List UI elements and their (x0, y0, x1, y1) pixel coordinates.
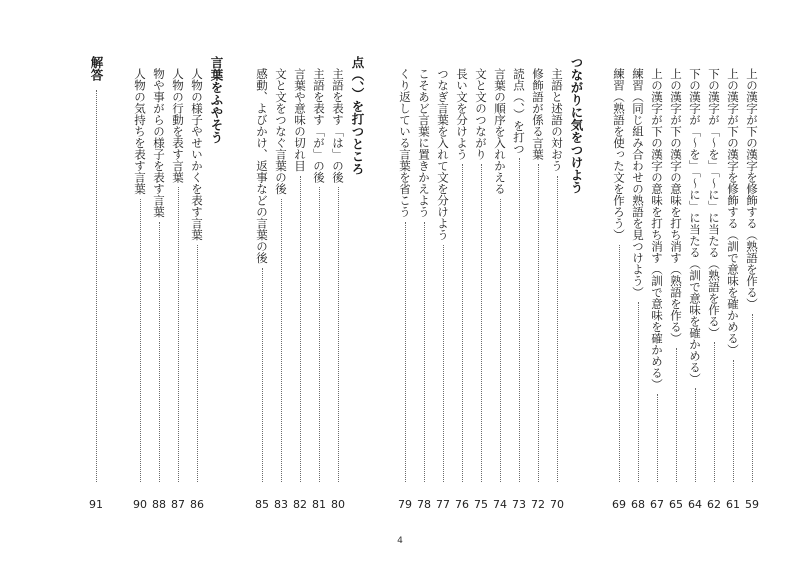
toc-entry[interactable] (686, 68, 704, 488)
toc-entry[interactable] (434, 68, 452, 488)
toc-page-number: 77 (436, 498, 450, 511)
dot-leader (714, 342, 715, 482)
toc-page-number: 79 (398, 498, 412, 511)
dot-leader (405, 222, 406, 483)
toc-entry[interactable] (472, 68, 490, 488)
section-heading-text: 言葉をふやそう (209, 56, 224, 144)
toc-entry[interactable] (743, 68, 761, 488)
toc-page-number: 76 (455, 498, 469, 511)
dot-leader (519, 158, 520, 482)
dot-leader (695, 388, 696, 482)
toc-page-number: 65 (669, 498, 683, 511)
toc-page-number: 59 (745, 498, 759, 511)
toc-entry[interactable] (291, 68, 309, 488)
toc-entry[interactable] (667, 68, 685, 488)
dot-leader (462, 164, 463, 482)
toc-entry[interactable] (169, 68, 187, 488)
toc-page-number: 91 (89, 498, 103, 511)
toc-entry-title: 練習（同じ組み合わせの熟語を見つけよう） (631, 68, 645, 298)
toc-page-number: 85 (255, 498, 269, 511)
dot-leader (178, 187, 179, 482)
toc-entry[interactable] (131, 68, 149, 488)
toc-page-number: 72 (531, 498, 545, 511)
dot-leader (538, 164, 539, 482)
toc-entry[interactable] (329, 68, 347, 488)
toc-entry-title: 主語を表す「が」の後 (312, 68, 326, 183)
toc-page-number: 80 (331, 498, 345, 511)
section-heading (348, 56, 366, 476)
toc-entry-title: 下の漢字が「～を」「～に」に当たる（訓で意味を確かめる） (688, 68, 702, 385)
toc-entry[interactable] (491, 68, 509, 488)
toc-entry[interactable] (188, 68, 206, 488)
toc-entry-title: つなぎ言葉を入れて文を分けよう (436, 68, 450, 241)
toc-page-number: 75 (474, 498, 488, 511)
toc-page-number: 82 (293, 498, 307, 511)
toc-entry[interactable] (610, 68, 628, 488)
toc-entry-title: 言葉の順序を入れかえる (493, 68, 507, 195)
toc-page-number: 81 (312, 498, 326, 511)
toc-entry-title: 感動、よびかけ、返事などの言葉の後 (255, 68, 269, 264)
toc-entry-title: 文と文をつなぐ言葉の後 (274, 68, 288, 195)
footer-page-number: 4 (397, 536, 403, 546)
toc-page-number: 83 (274, 498, 288, 511)
toc-entry-title: 読点（、）を打つ (512, 68, 526, 155)
toc-page-number: 73 (512, 498, 526, 511)
toc-page-number: 86 (190, 498, 204, 511)
toc-entry[interactable] (453, 68, 471, 488)
toc-entry-title: こそあど言葉に置きかえよう (417, 68, 431, 218)
toc-entry[interactable] (529, 68, 547, 488)
dot-leader (443, 245, 444, 483)
section-heading (207, 56, 225, 476)
dot-leader (752, 314, 753, 483)
toc-entry-title: 修飾語が係る言葉 (531, 68, 545, 160)
toc-entry-title: 練習（熟語を使った文を作ろう） (612, 68, 626, 241)
toc-entry-title: 主語を表す「は」の後 (331, 68, 345, 183)
dot-leader (676, 348, 677, 482)
dot-leader (733, 360, 734, 483)
toc-entry[interactable] (272, 68, 290, 488)
toc-page-number: 61 (726, 498, 740, 511)
toc-entry-title: 下の漢字が「～を」「～に」に当たる（熟語を作る） (707, 68, 721, 339)
toc-page-number: 88 (152, 498, 166, 511)
dot-leader (262, 268, 263, 483)
toc-entry[interactable] (510, 68, 528, 488)
toc-entry[interactable] (548, 68, 566, 488)
toc-entry-title: 人物の気持ちを表す言葉 (133, 68, 147, 195)
toc-entry[interactable] (150, 68, 168, 488)
dot-leader (197, 245, 198, 483)
toc-entry[interactable] (415, 68, 433, 488)
toc-entry[interactable] (629, 68, 647, 488)
toc-page-number: 69 (612, 498, 626, 511)
section-heading-text: つながりに気をつけよう (569, 56, 584, 194)
dot-leader (619, 245, 620, 483)
dot-leader (159, 222, 160, 483)
toc-page-number: 87 (171, 498, 185, 511)
dot-leader (300, 176, 301, 483)
dot-leader (96, 90, 97, 482)
dot-leader (557, 176, 558, 483)
dot-leader (638, 302, 639, 482)
section-heading-text: 解答 (89, 56, 104, 81)
toc-entry-title: 上の漢字が下の漢字を修飾する（熟語を作る） (745, 68, 759, 310)
toc-entry-title: 長い文を分けよう (455, 68, 469, 160)
toc-page-number: 67 (650, 498, 664, 511)
toc-entry-title: 上の漢字が下の漢字の意味を打ち消す（熟語を作る） (669, 68, 683, 344)
section-heading-text: 点（、）を打つところ (350, 56, 365, 175)
toc-page-number: 64 (688, 498, 702, 511)
toc-entry[interactable] (648, 68, 666, 488)
toc-entry-title: 人物の様子やせいかくを表す言葉 (190, 68, 204, 241)
toc-entry-title: 人物の行動を表す言葉 (171, 68, 185, 183)
toc-entry-title: 主語と述語の対おう (550, 68, 564, 172)
dot-leader (281, 199, 282, 483)
toc-page-number: 68 (631, 498, 645, 511)
dot-leader (140, 199, 141, 483)
dot-leader (657, 394, 658, 482)
toc-entry[interactable] (253, 68, 271, 488)
toc-page-number: 90 (133, 498, 147, 511)
toc-entry-title: 上の漢字が下の漢字を修飾する（訓で意味を確かめる） (726, 68, 740, 356)
toc-entry-title: 物や事がらの様子を表す言葉 (152, 68, 166, 218)
section-heading (567, 56, 585, 476)
toc-entry-title: 言葉や意味の切れ目 (293, 68, 307, 172)
toc-page-number: 62 (707, 498, 721, 511)
toc-page-number: 74 (493, 498, 507, 511)
toc-entry-title: 上の漢字が下の漢字の意味を打ち消す（訓で意味を確かめる） (650, 68, 664, 390)
toc-entry[interactable] (396, 68, 414, 488)
toc-page-number: 78 (417, 498, 431, 511)
toc-entry[interactable] (310, 68, 328, 488)
dot-leader (424, 222, 425, 483)
dot-leader (319, 187, 320, 482)
toc-entry[interactable] (724, 68, 742, 488)
toc-entry[interactable] (705, 68, 723, 488)
dot-leader (481, 164, 482, 482)
toc-entry[interactable] (87, 86, 105, 488)
dot-leader (500, 199, 501, 483)
toc-entry-title: くり返している言葉を省こう (398, 68, 412, 218)
toc-entry-title: 文と文のつながり (474, 68, 488, 160)
dot-leader (338, 187, 339, 482)
toc-page-number: 70 (550, 498, 564, 511)
